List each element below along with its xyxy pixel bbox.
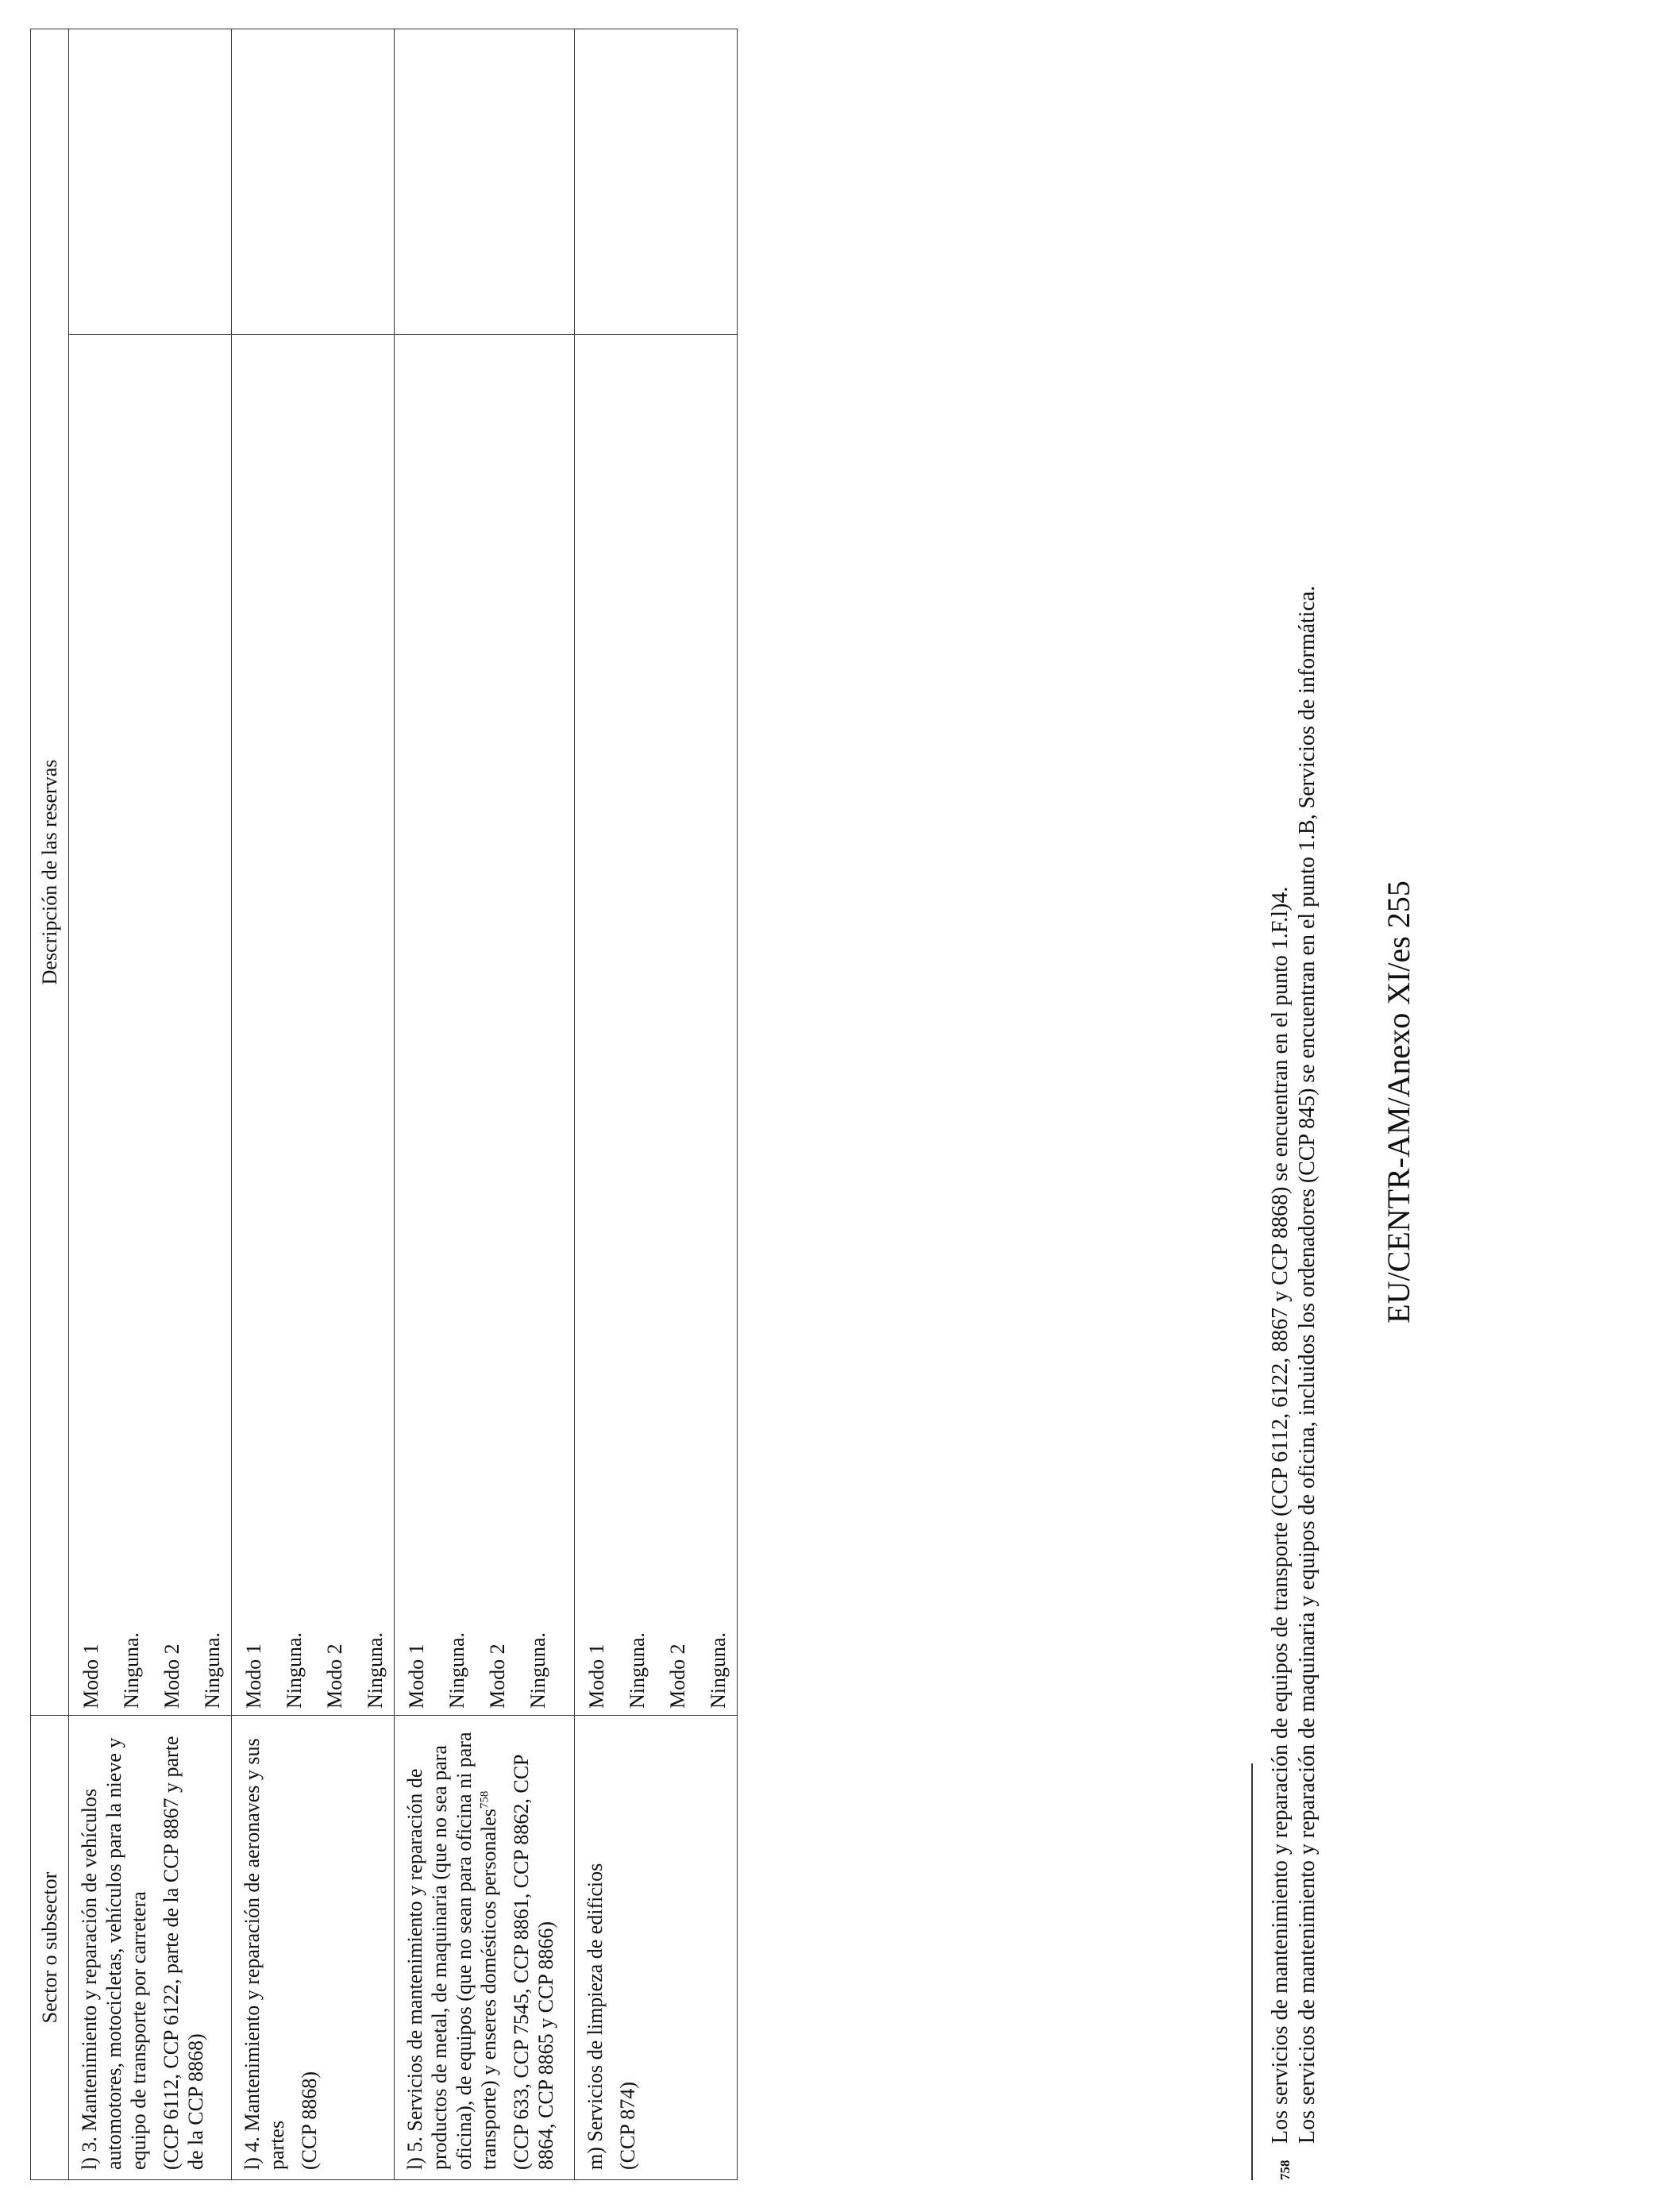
- mode-label: Modo 2: [486, 1643, 509, 1709]
- mode-label: Modo 2: [666, 1643, 689, 1709]
- mode-label: Modo 1: [242, 1643, 265, 1709]
- footnote-number: 758: [1277, 2160, 1293, 2180]
- sector-ccp: (CCP 633, CCP 7545, CCP 8861, CCP 8862, CCP 8864, CCP 8865 y CCP 8866): [510, 1755, 557, 2170]
- sector-text: l) 4. Mantenimiento y reparación de aeronaves y sus partes: [241, 1738, 288, 2170]
- modes-cell: [395, 334, 575, 1715]
- reservations-table: [30, 29, 738, 2180]
- sector-text: l) 5. Servicios de mantenimiento y reparación de productos de metal, de maquinaria (que no sea para oficina), de equipos (que no sean para oficina ni para transporte) y enseres domésticos personales: [403, 1732, 500, 2170]
- sector-ccp: (CCP 874): [616, 2082, 639, 2170]
- mode-value: Ninguna.: [526, 1632, 549, 1709]
- sector-text: m) Servicios de limpieza de edificios: [584, 1863, 607, 2170]
- description-cell: [395, 29, 575, 335]
- description-cell: [575, 29, 738, 335]
- footnote-body: [1267, 556, 1321, 2144]
- page-footer: EU/CENTR-AM/Anexo XI/es 255: [1381, 880, 1416, 1324]
- sector-cell: [69, 1716, 232, 2180]
- table-row: [69, 29, 232, 2180]
- mode-value: Ninguna.: [626, 1632, 649, 1709]
- header-description: Descripción de las reservas: [31, 29, 69, 1716]
- table-header-row: [31, 29, 69, 2180]
- footnote-line: Los servicios de mantenimiento y reparación de equipos de transporte (CCP 6112, 6122, 8867 y CCP 8868) se encuentran en el punto 1.F.l)4.: [1268, 886, 1293, 2144]
- mode-label: Modo 1: [585, 1643, 608, 1709]
- mode-value: Ninguna.: [120, 1632, 143, 1709]
- description-cell: [232, 29, 395, 335]
- mode-label: Modo 1: [79, 1643, 102, 1709]
- table-row: [395, 29, 575, 2180]
- sector-ccp: (CCP 8868): [298, 2071, 321, 2170]
- sector-cell: [575, 1716, 738, 2180]
- table-row: [232, 29, 395, 2180]
- sector-cell: [395, 1716, 575, 2180]
- mode-label: Modo 2: [323, 1643, 346, 1709]
- mode-value: Ninguna.: [364, 1632, 387, 1709]
- modes-cell: [232, 334, 395, 1715]
- modes-cell: [69, 334, 232, 1715]
- sector-ccp: (CCP 6112, CCP 6122, parte de la CCP 8867 y parte de la CCP 8868): [160, 1736, 207, 2170]
- modes-cell: [575, 334, 738, 1715]
- mode-label: Modo 2: [160, 1643, 183, 1709]
- table-row: [575, 29, 738, 2180]
- header-sector: Sector o subsector: [31, 1716, 69, 2180]
- footnote-line: Los servicios de mantenimiento y reparación de maquinaria y equipos de oficina, incluidos los ordenadores (CCP 845) se encuentran en el punto 1.B, Servicios de informática.: [1295, 585, 1320, 2144]
- sector-cell: [232, 1716, 395, 2180]
- mode-value: Ninguna.: [201, 1632, 224, 1709]
- mode-value: Ninguna.: [445, 1632, 468, 1709]
- footnote-ref[interactable]: 758: [478, 1790, 491, 1809]
- mode-label: Modo 1: [405, 1643, 428, 1709]
- sector-text: l) 3. Mantenimiento y reparación de vehículos automotores, motocicletas, vehículos para la nieve y equipo de transporte por carretera: [78, 1737, 150, 2170]
- sector-text-wrap: [403, 1725, 501, 2170]
- footnote-divider: [1251, 1763, 1253, 2180]
- mode-value: Ninguna.: [283, 1632, 306, 1709]
- description-cell: [69, 29, 232, 335]
- mode-value: Ninguna.: [707, 1632, 730, 1709]
